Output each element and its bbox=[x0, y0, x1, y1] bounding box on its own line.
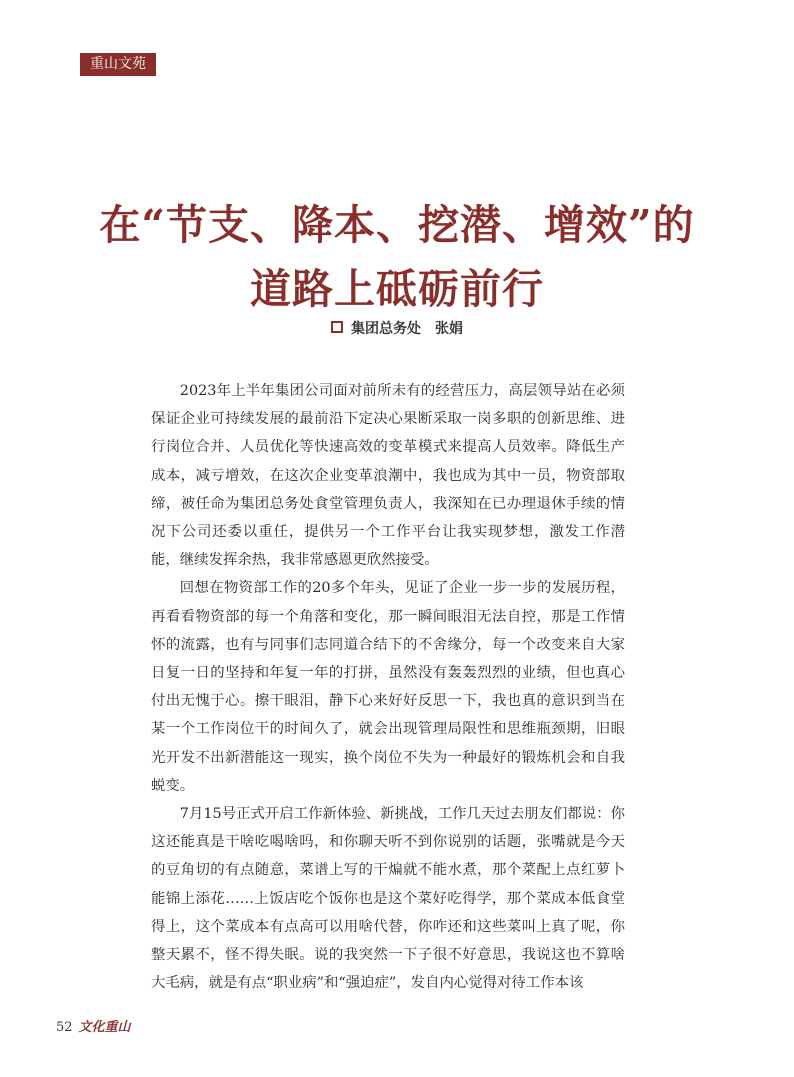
title-line-2: 道路上砥砺前行 bbox=[250, 265, 544, 313]
square-bullet-icon bbox=[331, 321, 343, 333]
title-line-1: 在“节支、降本、挖潜、增效”的 bbox=[99, 201, 695, 249]
paragraph: 2023年上半年集团公司面对前所未有的经营压力，高层领导站在必须保证企业可持续发展的最前沿下定决心果断采取一岗多职的创新思维、进行岗位合并、人员优化等快速高效的变革模式来提高人员效率。降低生产成本，减亏增效，在这次企业变革浪潮中，我也成为其中一员，物资部取缔，被任命为集团总务处食堂管理负责人，我深知在已办理退休手续的情况下公司还委以重任，提供另一个工作平台让我实现梦想，激发工作潜能，继续发挥余热，我非常感恩更欣然接受。 bbox=[151, 383, 625, 569]
byline-author: 张娟 bbox=[435, 321, 463, 337]
paragraph: 7月15号正式开启工作新体验、新挑战，工作几天过去朋友们都说：你这还能真是干啥吃喝啥吗，和你聊天听不到你说别的话题，张嘴就是今天的豆角切的有点随意，菜谱上写的干煸就不能水煮，那个菜配上点红萝卜能锦上添花……上饭店吃个饭你也是这个菜好吃得学，那个菜成本低食堂得上，这个菜成本有点高可以用啥代替，你咋还和这些菜叫上真了呢，你整天累不，怪不得失眠。说的我突然一下子很不好意思，我说这也不算啥大毛病，就是有点“职业病”和“强迫症”，发自内心觉得对待工作本该 bbox=[151, 806, 625, 992]
page-number: 52 bbox=[56, 1020, 73, 1035]
section-tag: 重山文苑 bbox=[80, 53, 156, 76]
byline bbox=[0, 318, 794, 338]
page-footer bbox=[56, 1016, 131, 1035]
magazine-logo: 文化重山 bbox=[78, 1020, 131, 1035]
paragraph: 回想在物资部工作的20多个年头，见证了企业一步一步的发展历程，再看看物资部的每一个角落和变化，那一瞬间眼泪无法自控，那是工作情怀的流露，也有与同事们志同道合结下的不舍缘分，每一个改变来自大家日复一日的坚持和年复一年的打拼，虽然没有轰轰烈烈的业绩，但也真心付出无愧于心。擦干眼泪，静下心来好好反思一下，我也真的意识到当在某一个工作岗位干的时间久了，就会出现管理局限性和思维瓶颈期，旧眼光开发不出新潜能这一现实，换个岗位不失为一种最好的锻炼机会和自我蜕变。 bbox=[151, 580, 625, 794]
article-title bbox=[90, 193, 704, 321]
article-body bbox=[151, 377, 625, 997]
byline-department: 集团总务处 bbox=[351, 321, 421, 337]
